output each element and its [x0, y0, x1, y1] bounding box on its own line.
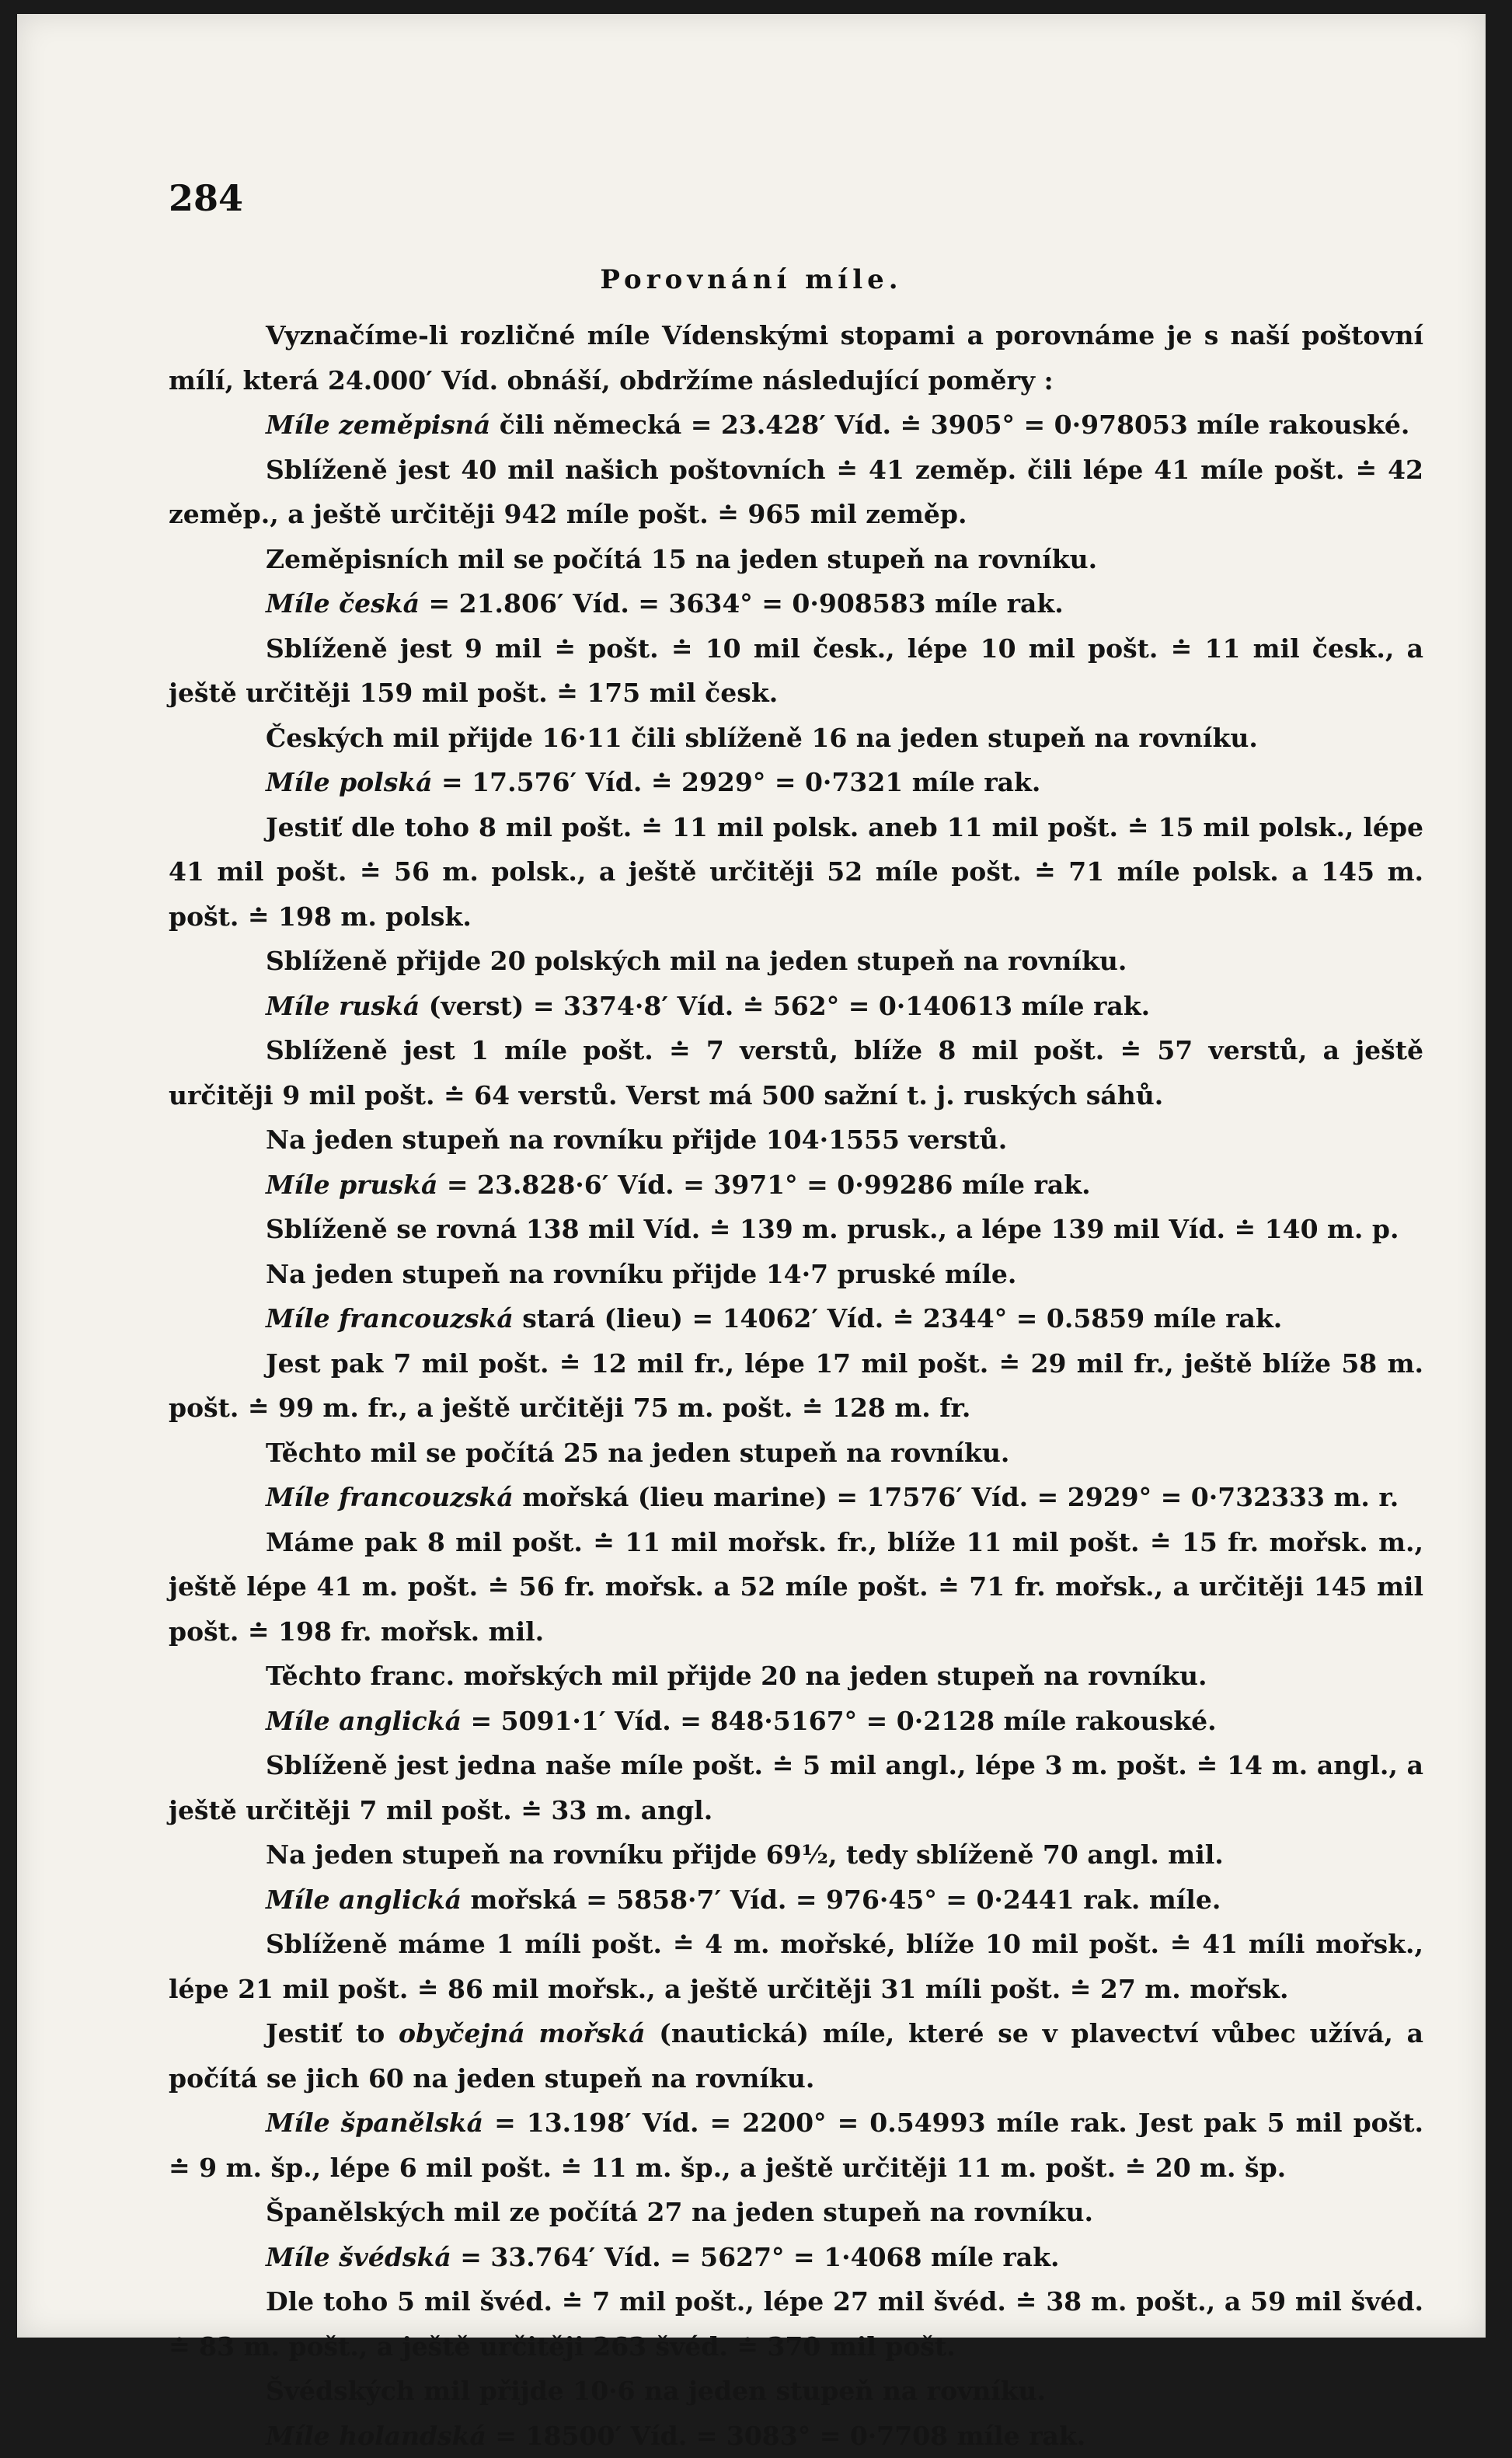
paragraph [169, 1163, 1423, 1208]
paragraph [169, 1117, 1423, 1163]
text-run: Sblíženě jest jedna naše míle pošt. ≐ 5 mil angl., lépe 3 m. pošt. ≐ 14 m. angl., a ještě určitěji 7 mil pošt. ≐ 33 m. angl. [169, 1750, 1423, 1825]
paragraph [169, 1922, 1423, 2011]
text-run: = 13.198′ Víd. = 2200° = 0.54993 míle rak. Jest pak 5 mil pošt. ≐ 9 m. šp., lépe 6 mil pošt. ≐ 11 m. šp., a ještě určitěji 11 m. pošt. ≐ 20 m. šp. [169, 2108, 1423, 2183]
paragraph [169, 2279, 1423, 2369]
italic-term: Míle anglická [266, 1884, 462, 1915]
paragraph [169, 984, 1423, 1029]
italic-term: Míle ruská [266, 991, 420, 1021]
paragraph [169, 1028, 1423, 1117]
paragraph [169, 581, 1423, 626]
paragraph [169, 1296, 1423, 1341]
text-run: (verst) = 3374·8′ Víd. ≐ 562° = 0·140613 míle rak. [420, 991, 1150, 1021]
paragraph [169, 537, 1423, 582]
paragraph [169, 1252, 1423, 1297]
text-run: Sblíženě máme 1 míli pošt. ≐ 4 m. mořské, blíže 10 mil pošt. ≐ 41 míli mořsk., lépe 21 mil pošt. ≐ 86 mil mořsk., a ještě určitěji 31 míli pošt. ≐ 27 m. mořsk. [169, 1929, 1423, 2004]
paragraph [169, 805, 1423, 940]
paragraph [169, 626, 1423, 716]
italic-term: Míle holandská [266, 2421, 486, 2451]
text-run: Vyznačíme-li rozličné míle Vídenskými stopami a porovnáme je s naší poštovní mílí, která 24.000′ Víd. obnáší, obdržíme následující poměry : [169, 320, 1423, 396]
text-run: Jestiť to [266, 2018, 399, 2048]
text-run: Jestiť dle toho 8 mil pošt. ≐ 11 mil polsk. aneb 11 mil pošt. ≐ 15 mil polsk., lépe 41 mil pošt. ≐ 56 m. polsk., a ještě určitěji 52 míle pošt. ≐ 71 míle polsk. a 145 m. pošt. ≐ 198 m. polsk. [169, 812, 1423, 932]
italic-term: Míle polská [266, 767, 433, 797]
paragraph [169, 1743, 1423, 1832]
text-run: Sblíženě jest 9 mil ≐ pošt. ≐ 10 mil česk., lépe 10 mil pošt. ≐ 11 mil česk., a ještě určitěji 159 mil pošt. ≐ 175 mil česk. [169, 633, 1423, 709]
paragraph [169, 1654, 1423, 1699]
page-number: 284 [169, 177, 243, 219]
text-run: Jest pak 7 mil pošt. ≐ 12 mil fr., lépe 17 mil pošt. ≐ 29 mil fr., ještě blíže 58 m. pošt. ≐ 99 m. fr., a ještě určitěji 75 m. pošt. ≐ 128 m. fr. [169, 1348, 1423, 1424]
text-run: Českých mil přijde 16·11 čili sblíženě 16 na jeden stupeň na rovníku. [266, 723, 1258, 753]
paragraph [169, 2101, 1423, 2190]
italic-term: Míle zeměpisná [266, 410, 490, 440]
section-heading: Porovnání míle. [17, 264, 1486, 295]
paragraph [169, 716, 1423, 761]
italic-term: Míle švédská [266, 2242, 451, 2272]
paragraph [169, 313, 1423, 403]
paragraph [169, 1207, 1423, 1252]
italic-term: Míle španělská [266, 2108, 483, 2138]
text-run: = 21.806′ Víd. = 3634° = 0·908583 míle rak. [420, 588, 1064, 619]
text-run: Sblíženě přijde 20 polských mil na jeden stupeň na rovníku. [266, 946, 1127, 976]
paragraph [169, 448, 1423, 537]
text-run: Zeměpisních mil se počítá 15 na jeden stupeň na rovníku. [266, 544, 1097, 574]
italic-term: Míle anglická [266, 1706, 462, 1736]
text-run: stará (lieu) = 14062′ Víd. ≐ 2344° = 0.5859 míle rak. [514, 1303, 1283, 1334]
text-run: = 33.764′ Víd. = 5627° = 1·4068 míle rak. [451, 2242, 1060, 2272]
text-run: Sblíženě jest 40 mil našich poštovních ≐ 41 zeměp. čili lépe 41 míle pošt. ≐ 42 zeměp., a ještě určitěji 942 míle pošt. ≐ 965 mil zeměp. [169, 455, 1423, 530]
italic-term: Míle francouzská [266, 1482, 514, 1512]
text-run: Sblíženě jest 1 míle pošt. ≐ 7 verstů, blíže 8 mil pošt. ≐ 57 verstů, a ještě určitěji 9 mil pošt. ≐ 64 verstů. Verst má 500 sažní t. j. ruských sáhů. [169, 1035, 1423, 1110]
text-run: Švédských mil přijde 10·6 na jeden stupeň na rovníku. [266, 2376, 1046, 2406]
text-run: mořská = 5858·7′ Víd. = 976·45° = 0·2441 rak. míle. [462, 1884, 1221, 1915]
book-page [17, 14, 1486, 2338]
paragraph [169, 1431, 1423, 1476]
text-run: Na jeden stupeň na rovníku přijde 14·7 pruské míle. [266, 1259, 1016, 1289]
italic-term: Míle francouzská [266, 1303, 514, 1334]
paragraph [169, 1520, 1423, 1654]
paragraph [169, 403, 1423, 448]
text-run: = 23.828·6′ Víd. = 3971° = 0·99286 míle rak. [437, 1170, 1090, 1200]
paragraph [169, 2235, 1423, 2280]
text-run: Dle toho 5 mil švéd. ≐ 7 mil pošt., lépe 27 mil švéd. ≐ 38 m. pošt., a 59 mil švéd. ≐ 83 m. pošt., a ještě určitěji 263 švéd. ≐ 370 mil pošt. [169, 2286, 1423, 2362]
paragraph [169, 2414, 1423, 2458]
text-run: mořská (lieu marine) = 17576′ Víd. = 2929° = 0·732333 m. r. [514, 1482, 1399, 1512]
paragraph [169, 760, 1423, 805]
text-run: = 5091·1′ Víd. = 848·5167° = 0·2128 míle rakouské. [462, 1706, 1217, 1736]
paragraph [169, 1341, 1423, 1431]
paragraph [169, 1699, 1423, 1744]
paragraph [169, 2011, 1423, 2101]
text-run: = 17.576′ Víd. ≐ 2929° = 0·7321 míle rak. [433, 767, 1041, 797]
text-run: Na jeden stupeň na rovníku přijde 104·1555 verstů. [266, 1124, 1007, 1155]
text-run: Na jeden stupeň na rovníku přijde 69½, tedy sblíženě 70 angl. mil. [266, 1839, 1224, 1870]
text-run: (nautická) míle, které se v plavectví vůbec užívá, a počítá se jich 60 na jeden stupeň na rovníku. [169, 2018, 1423, 2094]
text-run: Španělských mil ze počítá 27 na jeden stupeň na rovníku. [266, 2197, 1093, 2227]
italic-term: Míle česká [266, 588, 420, 619]
paragraph [169, 1832, 1423, 1877]
paragraph [169, 1877, 1423, 1923]
text-run: Sblíženě se rovná 138 mil Víd. ≐ 139 m. prusk., a lépe 139 mil Víd. ≐ 140 m. p. [266, 1214, 1399, 1244]
paragraph [169, 939, 1423, 984]
text-run: Máme pak 8 mil pošt. ≐ 11 mil mořsk. fr., blíže 11 mil pošt. ≐ 15 fr. mořsk. m., ještě lépe 41 m. pošt. ≐ 56 fr. mořsk. a 52 míle pošt. ≐ 71 fr. mořsk., a určitěji 145 mil pošt. ≐ 198 fr. mořsk. mil. [169, 1527, 1423, 1647]
text-run: Těchto mil se počítá 25 na jeden stupeň na rovníku. [266, 1438, 1009, 1468]
paragraph [169, 2190, 1423, 2235]
italic-term: obyčejná mořská [399, 2018, 646, 2048]
body-text [169, 313, 1423, 2458]
paragraph [169, 1475, 1423, 1520]
text-run: čili německá = 23.428′ Víd. ≐ 3905° = 0·978053 míle rakouské. [490, 410, 1409, 440]
text-run: Těchto franc. mořských mil přijde 20 na jeden stupeň na rovníku. [266, 1661, 1207, 1691]
paragraph [169, 2369, 1423, 2414]
italic-term: Míle pruská [266, 1170, 437, 1200]
text-run: = 18500′ Víd. = 3083° = 0·7708 míle rak. [486, 2421, 1085, 2451]
